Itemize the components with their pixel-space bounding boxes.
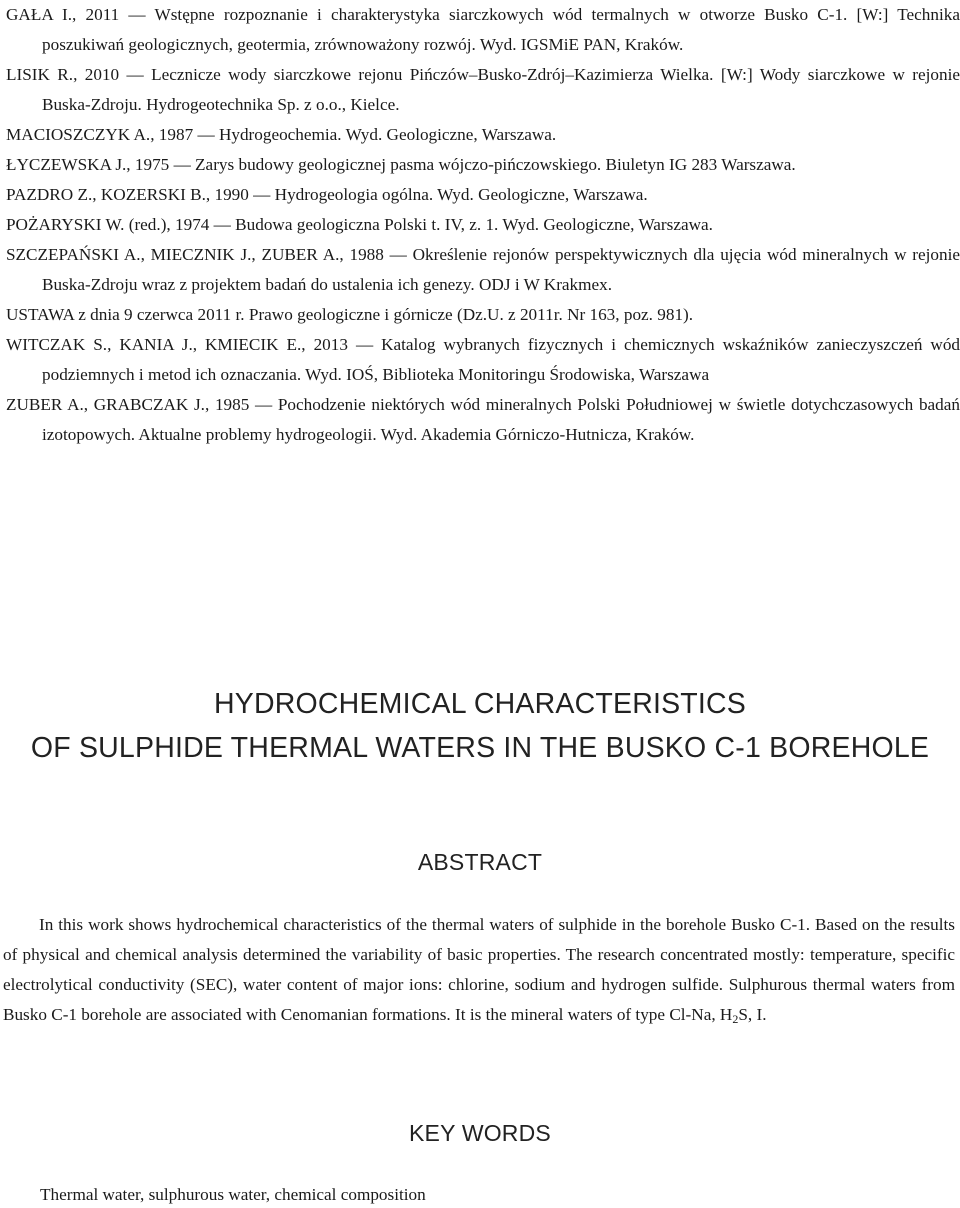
paper-title-line-2: OF SULPHIDE THERMAL WATERS IN THE BUSKO C-1 BOREHOLE — [30, 732, 930, 764]
reference-entry: ZUBER A., GRABCZAK J., 1985 — Pochodzenie niektórych wód mineralnych Polski Południowej w świetle dotychczasowych badań izotopowych. Aktualne problemy hydrogeologii. Wyd. Akademia Górniczo-Hutnicza, Kraków. — [6, 395, 960, 444]
keywords-text: Thermal water, sulphurous water, chemical composition — [40, 1185, 426, 1204]
abstract-subscript: 2 — [732, 1012, 739, 1026]
reference-entry: MACIOSZCZYK A., 1987 — Hydrogeochemia. Wyd. Geologiczne, Warszawa. — [6, 125, 557, 144]
reference-entry: SZCZEPAŃSKI A., MIECZNIK J., ZUBER A., 1988 — Określenie rejonów perspektywicznych dla ujęcia wód mineralnych w rejonie Buska-Zdroju wraz z projektem badań do ustalenia ich genezy. ODJ i W Krakmex. — [6, 245, 960, 294]
reference-entry: POŻARYSKI W. (red.), 1974 — Budowa geologiczna Polski t. IV, z. 1. Wyd. Geologiczne, Warszawa. — [6, 215, 713, 234]
reference-entry: ŁYCZEWSKA J., 1975 — Zarys budowy geologicznej pasma wójczo-pińczowskiego. Biuletyn IG 283 Warszawa. — [6, 155, 796, 174]
paper-title — [0, 682, 960, 770]
reference-entry: USTAWA z dnia 9 czerwca 2011 r. Prawo geologiczne i górnicze (Dz.U. z 2011r. Nr 163, poz. 981). — [6, 305, 694, 324]
abstract-text-main: In this work shows hydrochemical characteristics of the thermal waters of sulphide in the borehole Busko C-1. Based on the results of physical and chemical analysis determined the variability of basic properties. The research concentrated mostly: temperature, specific electrolytical conductivity (SEC), water content of major ions: chlorine, sodium and hydrogen sulfide. Sulphurous thermal waters from Busko C-1 borehole are associated with Cenomanian formations. It is the mineral waters of type Cl-Na, H — [3, 915, 955, 1024]
keywords-heading: KEY WORDS — [409, 1120, 551, 1146]
abstract-text — [3, 910, 955, 1030]
reference-entry: PAZDRO Z., KOZERSKI B., 1990 — Hydrogeologia ogólna. Wyd. Geologiczne, Warszawa. — [6, 185, 648, 204]
reference-entry: LISIK R., 2010 — Lecznicze wody siarczkowe rejonu Pińczów–Busko-Zdrój–Kazimierza Wielka. [W:] Wody siarczkowe w rejonie Buska-Zdroju. Hydrogeotechnika Sp. z o.o., Kielce. — [6, 65, 960, 114]
reference-entry: GAŁA I., 2011 — Wstępne rozpoznanie i charakterystyka siarczkowych wód termalnych w otworze Busko C-1. [W:] Technika poszukiwań geologicznych, geotermia, zrównoważony rozwój. Wyd. IGSMiE PAN, Kraków. — [6, 5, 960, 54]
references-list — [0, 0, 960, 450]
reference-entry: WITCZAK S., KANIA J., KMIECIK E., 2013 — Katalog wybranych fizycznych i chemicznych wskaźników zanieczyszczeń wód podziemnych i metod ich oznaczania. Wyd. IOŚ, Biblioteka Monitoringu Środowiska, Warszawa — [6, 335, 960, 384]
paper-title-line-1: HYDROCHEMICAL CHARACTERISTICS — [213, 688, 747, 720]
abstract-heading: ABSTRACT — [417, 849, 543, 875]
abstract-text-end: S, I. — [738, 1005, 767, 1024]
